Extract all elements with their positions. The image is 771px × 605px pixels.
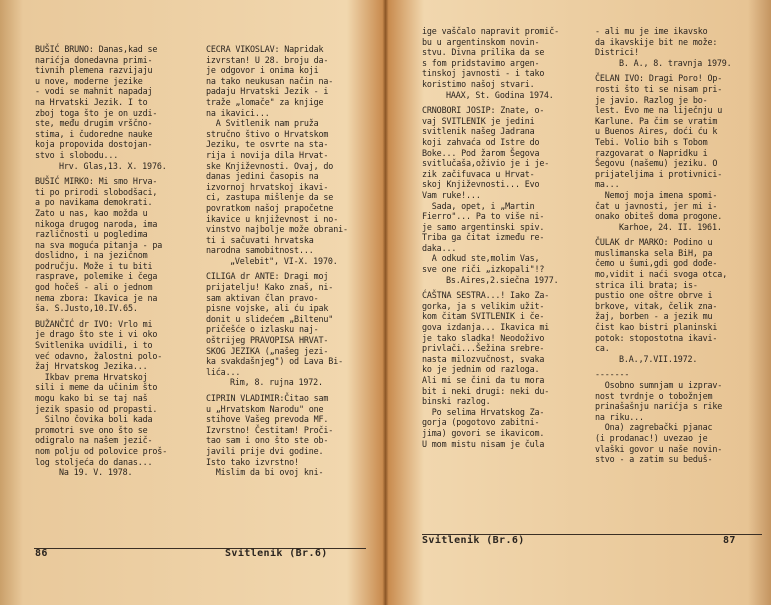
- text-line: ka svakdašnjeg") od Lava Bi-: [206, 356, 343, 367]
- text-line: Vam ruke!...: [422, 189, 481, 200]
- text-line: rosti što ti se nisam pri-: [595, 83, 723, 94]
- text-line: zik začifuvaca u Hrvat-: [422, 168, 535, 179]
- source-line: Bs.Aires,2.siečna 1977.: [446, 274, 559, 285]
- text-line: daka...: [422, 242, 457, 253]
- text-line: sve one riči „izkopali"!?: [422, 264, 545, 275]
- text-line: na riku...: [595, 411, 644, 422]
- text-line: ša. S.Justo,10.IV.65.: [35, 303, 138, 314]
- text-line: Sada, opet, i „Martin: [422, 200, 535, 211]
- text-line: BUŠIĆ MIRKO: Mi smo Hrva-: [35, 176, 158, 187]
- text-entry: [35, 319, 195, 478]
- text-line: stvu. Divna prilika da se: [422, 47, 545, 58]
- text-line: (i prodanac!) uvezao je: [595, 432, 708, 443]
- right-page: [388, 0, 771, 605]
- right-column-1: [422, 26, 592, 454]
- left-column-2: [206, 44, 376, 483]
- text-line: tao sam i ono što ste ob-: [206, 435, 329, 446]
- text-line: traže „lomače" za knjige: [206, 96, 324, 107]
- text-line: jezik spasio od propasti.: [35, 403, 158, 414]
- text-line: nema zbora: Ikavica je na: [35, 292, 158, 303]
- text-line: A Svitlenik nam pruža: [206, 118, 319, 129]
- text-line: prijatelju! Kako znaš, ni-: [206, 282, 334, 293]
- text-line: pustio one oštre obrve i: [595, 290, 713, 301]
- text-line: privlači...Šežina srebre-: [422, 343, 545, 354]
- text-line: CRNOBORI JOSIP: Znate, o-: [422, 105, 545, 116]
- text-line: ca.: [595, 343, 610, 354]
- text-line: koja propovida dostojan-: [35, 139, 153, 150]
- text-line: kom čitam SVITLENIK i če-: [422, 311, 545, 322]
- left-page: [0, 0, 384, 605]
- text-line: Mislim da bi ovoj kni-: [206, 467, 324, 478]
- text-line: gorja (pogotovo zabitni-: [422, 417, 540, 428]
- text-line: Ali mi se čini da tu mora: [422, 375, 545, 385]
- text-line: u nove, moderne jezike: [35, 75, 143, 86]
- text-line: Osobno sumnjam u izprav-: [595, 380, 723, 390]
- text-line: Po selima Hrvatskog Za-: [422, 406, 545, 417]
- text-line: rija i novija dila Hrvat-: [206, 149, 329, 160]
- right-column-2: [595, 26, 765, 470]
- text-line: ma...: [595, 179, 620, 190]
- text-line: je javio. Razlog je bo-: [595, 94, 708, 105]
- text-line: ko je jednim od razloga.: [422, 364, 540, 375]
- text-line: god hočeš - ali o jednom: [35, 282, 153, 293]
- text-line: ske Književnosti. Ovaj, do: [206, 160, 334, 171]
- text-entry: [595, 73, 765, 232]
- source-line: B. A., 8. travnja 1979.: [619, 57, 732, 68]
- left-running-title: Svitlenik (Br.6): [225, 548, 328, 559]
- text-line: ĆAŠTNA SESTRA...! Iako Za-: [422, 290, 550, 301]
- text-line: bit i neki drugi: neki du-: [422, 385, 550, 396]
- text-line: strica ili brata; is-: [595, 279, 698, 290]
- text-line: -------: [595, 369, 630, 380]
- text-line: muslimanska sela BiH, pa: [595, 247, 713, 258]
- text-line: na tako neukusan način na-: [206, 75, 334, 86]
- text-line: CECRA VIKOSLAV: Napridak: [206, 44, 324, 54]
- text-line: području. Može i tu biti: [35, 260, 153, 271]
- text-line: zboj toga što je on uzdi-: [35, 107, 158, 118]
- text-line: u „Hrvatskom Narodu" one: [206, 403, 324, 414]
- text-line: Boke... Pod žarom Šegova: [422, 147, 540, 158]
- text-line: ste, među drugim vrščno-: [35, 118, 153, 129]
- text-entry: [35, 44, 195, 171]
- source-line: Na 19. V. 1978.: [59, 467, 133, 478]
- text-entry: [595, 26, 765, 68]
- text-entry: [206, 271, 376, 388]
- text-line: pričešće o izlasku naj-: [206, 324, 319, 335]
- text-line: narodna samobitnost...: [206, 245, 314, 256]
- text-line: žaj Hrvatskog Jezika...: [35, 361, 148, 372]
- text-line: onako obiteš doma progone.: [595, 211, 723, 222]
- text-line: nasta milozvučnost, svaka: [422, 353, 545, 364]
- text-line: sam aktivan član pravo-: [206, 292, 319, 303]
- text-entry: [422, 290, 592, 449]
- text-line: je odgovor i onima koji: [206, 65, 319, 76]
- text-line: gorka, ja s velikim užit-: [422, 300, 545, 311]
- text-line: stvo i slobodu...: [35, 149, 119, 160]
- left-column-1: [35, 44, 195, 483]
- text-line: različnosti u pogledima: [35, 229, 148, 240]
- text-line: Šegovu (našemu) jeziku. O: [595, 158, 718, 169]
- text-line: - ali mu je ime ikavsko: [595, 26, 708, 36]
- text-line: Nemoj moja imena spomi-: [595, 189, 718, 200]
- text-line: Karlune. Pa čim se vratim: [595, 115, 718, 126]
- text-line: SKOG JEZIKA („našeg jezi-: [206, 345, 329, 356]
- text-line: nost tvrdnje o tobožnjem: [595, 390, 713, 401]
- source-line: B.A.,7.VII.1972.: [619, 353, 698, 364]
- text-line: rasprave, polemike i čega: [35, 271, 158, 282]
- text-line: Districi!: [595, 47, 640, 58]
- text-line: je drago što ste i vi oko: [35, 329, 158, 340]
- text-line: je tako sladka! Neodoživo: [422, 332, 545, 343]
- text-line: da ikavskije bit ne može:: [595, 36, 718, 47]
- text-line: koristimo našoj stvari.: [422, 78, 535, 89]
- text-line: stihove Vašeg prevoda MF.: [206, 414, 329, 425]
- text-line: svitlučaša,oživio je i je-: [422, 158, 550, 169]
- text-line: mogu kako bi se taj naš: [35, 393, 148, 403]
- text-line: - vodi se mahnit napadaj: [35, 86, 153, 97]
- text-line: tivnih plemena razvijaju: [35, 65, 153, 76]
- text-line: lića...: [206, 366, 241, 377]
- source-line: Hrv. Glas,13. X. 1976.: [59, 160, 167, 171]
- text-line: na Hrvatski Jezik. I to: [35, 96, 148, 107]
- text-line: lest. Evo me na liječnju u: [595, 105, 723, 116]
- text-line: brkove, vitak, čelik zna-: [595, 300, 718, 311]
- text-line: odigralo na našem jezič-: [35, 435, 153, 446]
- right-page-number: 87: [723, 535, 736, 546]
- text-line: donit u slidećem „Biltenu": [206, 313, 334, 324]
- text-line: gova izdanja... Ikavica mi: [422, 322, 550, 333]
- text-line: Zato u nas, kao možda u: [35, 207, 148, 218]
- text-line: žaj, borben - a jezik mu: [595, 311, 713, 322]
- text-line: CIPRIN VLADIMIR:Čitao sam: [206, 393, 329, 403]
- text-line: skoj Književnosti... Evo: [422, 179, 540, 190]
- text-line: nikoga drugog naroda, ima: [35, 218, 158, 229]
- text-line: BUŽANČIĆ dr IVO: Vrlo mi: [35, 318, 153, 329]
- text-line: prinašašnju narićja s rike: [595, 401, 723, 412]
- text-entry: [422, 26, 592, 100]
- text-line: ige vaščalo napravit promič-: [422, 26, 559, 36]
- text-entry: [206, 44, 376, 266]
- text-line: doslidno, i na jezičnom: [35, 250, 148, 261]
- text-line: čist kao bistri planinski: [595, 322, 718, 333]
- source-line: HAAX, St. Godina 1974.: [446, 89, 554, 100]
- text-line: pisne vojske, ali ću ipak: [206, 303, 329, 314]
- text-line: ci, zastupa mišlenje da se: [206, 192, 334, 203]
- text-line: Silno čovika boli kada: [35, 414, 153, 425]
- text-line: Izvrstno! Čestitam! Proči-: [206, 424, 334, 435]
- text-line: na sva moguća pitanja - pa: [35, 239, 163, 250]
- text-entry: [206, 393, 376, 478]
- text-line: CILIGA dr ANTE: Dragi moj: [206, 271, 329, 282]
- text-line: razgovarat o Napridku i: [595, 147, 708, 158]
- text-line: izvrstan! U 28. broju da-: [206, 54, 329, 65]
- text-line: stima, i čudoredne nauke: [35, 128, 153, 139]
- text-line: stvo - a zatim su beduš-: [595, 454, 713, 465]
- text-line: vinstvo najbolje može obrani-: [206, 224, 348, 235]
- text-line: Isto tako izvrstno!: [206, 456, 299, 467]
- text-line: U mom mistu nisam je čula: [422, 438, 545, 449]
- text-line: jima) govori se ikavicom.: [422, 427, 545, 438]
- text-line: povratkom našoj prapočetne: [206, 202, 334, 213]
- text-line: s fom pridstavimo argen-: [422, 57, 540, 68]
- text-line: nom polju od polovice proš-: [35, 445, 168, 456]
- text-line: Ona) zagrebački pjanac: [595, 422, 713, 433]
- text-line: čat u javnosti, jer mi i-: [595, 200, 718, 211]
- text-line: binski razlog.: [422, 396, 491, 407]
- source-line: „Velebit", VI-X. 1970.: [230, 255, 338, 266]
- text-line: narićja donedavna primi-: [35, 54, 153, 65]
- text-line: Jeziku, te osvrte na sta-: [206, 139, 329, 150]
- text-line: na ikavici...: [206, 107, 270, 118]
- text-line: čemo u šumi,gdi god dođe-: [595, 258, 718, 269]
- text-line: svitlenik našeg Jadrana: [422, 126, 535, 137]
- text-line: Triba ga čitat između re-: [422, 232, 545, 243]
- text-entry: [595, 237, 765, 364]
- text-line: oštrijeg PRAVOPISA HRVAT-: [206, 335, 329, 346]
- text-line: bu u argentinskom novin-: [422, 36, 540, 47]
- text-line: sili i meme da učinim što: [35, 382, 158, 393]
- text-line: Tebi. Volio bih s Tobom: [595, 136, 708, 147]
- text-entry: [35, 176, 195, 314]
- text-entry: [422, 105, 592, 285]
- text-line: potok: stopostotna ikavi-: [595, 332, 718, 343]
- text-line: prijateljima i protivnici-: [595, 168, 723, 179]
- text-line: ČULAK dr MARKO: Podino u: [595, 237, 713, 248]
- left-page-number: 86: [35, 548, 48, 559]
- text-line: u Buenos Aires, doći ću k: [595, 126, 718, 137]
- text-entry: [595, 369, 765, 464]
- text-line: ti i sačuvati hrvatska: [206, 234, 314, 245]
- source-line: Rim, 8. rujna 1972.: [230, 377, 323, 388]
- text-line: vlaški govor u naše novin-: [595, 443, 723, 454]
- text-line: A odkud ste,molim Vas,: [422, 253, 540, 264]
- text-line: izvornoj hrvatskoj ikavi-: [206, 181, 329, 192]
- text-line: a po navikama demokrati.: [35, 197, 153, 208]
- text-line: već odavno, žalostni polo-: [35, 350, 163, 361]
- text-line: promotri sve ono što se: [35, 424, 148, 435]
- text-line: danas jedini časopis na: [206, 171, 319, 182]
- text-line: Svitlenika uvidili, i to: [35, 340, 153, 351]
- text-line: BUŠIĆ BRUNO: Danas,kad se: [35, 44, 158, 54]
- text-line: log stoljeća do danas...: [35, 456, 153, 467]
- right-running-title: Svitlenik (Br.6): [422, 535, 525, 546]
- text-line: ČELAN IVO: Dragi Poro! Op-: [595, 73, 723, 84]
- text-line: koji zahvaća od Istre do: [422, 136, 540, 147]
- text-line: ikavice u književnost i no-: [206, 213, 339, 224]
- text-line: padaju Hrvatski Jezik - i: [206, 86, 329, 97]
- text-line: vaj SVITLENIK je jedini: [422, 115, 535, 126]
- text-line: javili prije dvi godine.: [206, 445, 324, 456]
- text-line: ti po prirodi slobodšaci,: [35, 186, 158, 197]
- text-line: je samo argentinski spiv.: [422, 221, 545, 232]
- text-line: Ikbav prema Hrvatskoj: [35, 371, 148, 382]
- text-line: Fierro"... Pa to više ni-: [422, 211, 545, 222]
- text-line: mo,vidit i naći svoga otca,: [595, 269, 728, 280]
- text-line: stručno štivo o Hrvatskom: [206, 128, 329, 139]
- source-line: Karhoe, 24. II. 1961.: [619, 221, 722, 232]
- text-line: tinskoj javnosti - i tako: [422, 68, 545, 79]
